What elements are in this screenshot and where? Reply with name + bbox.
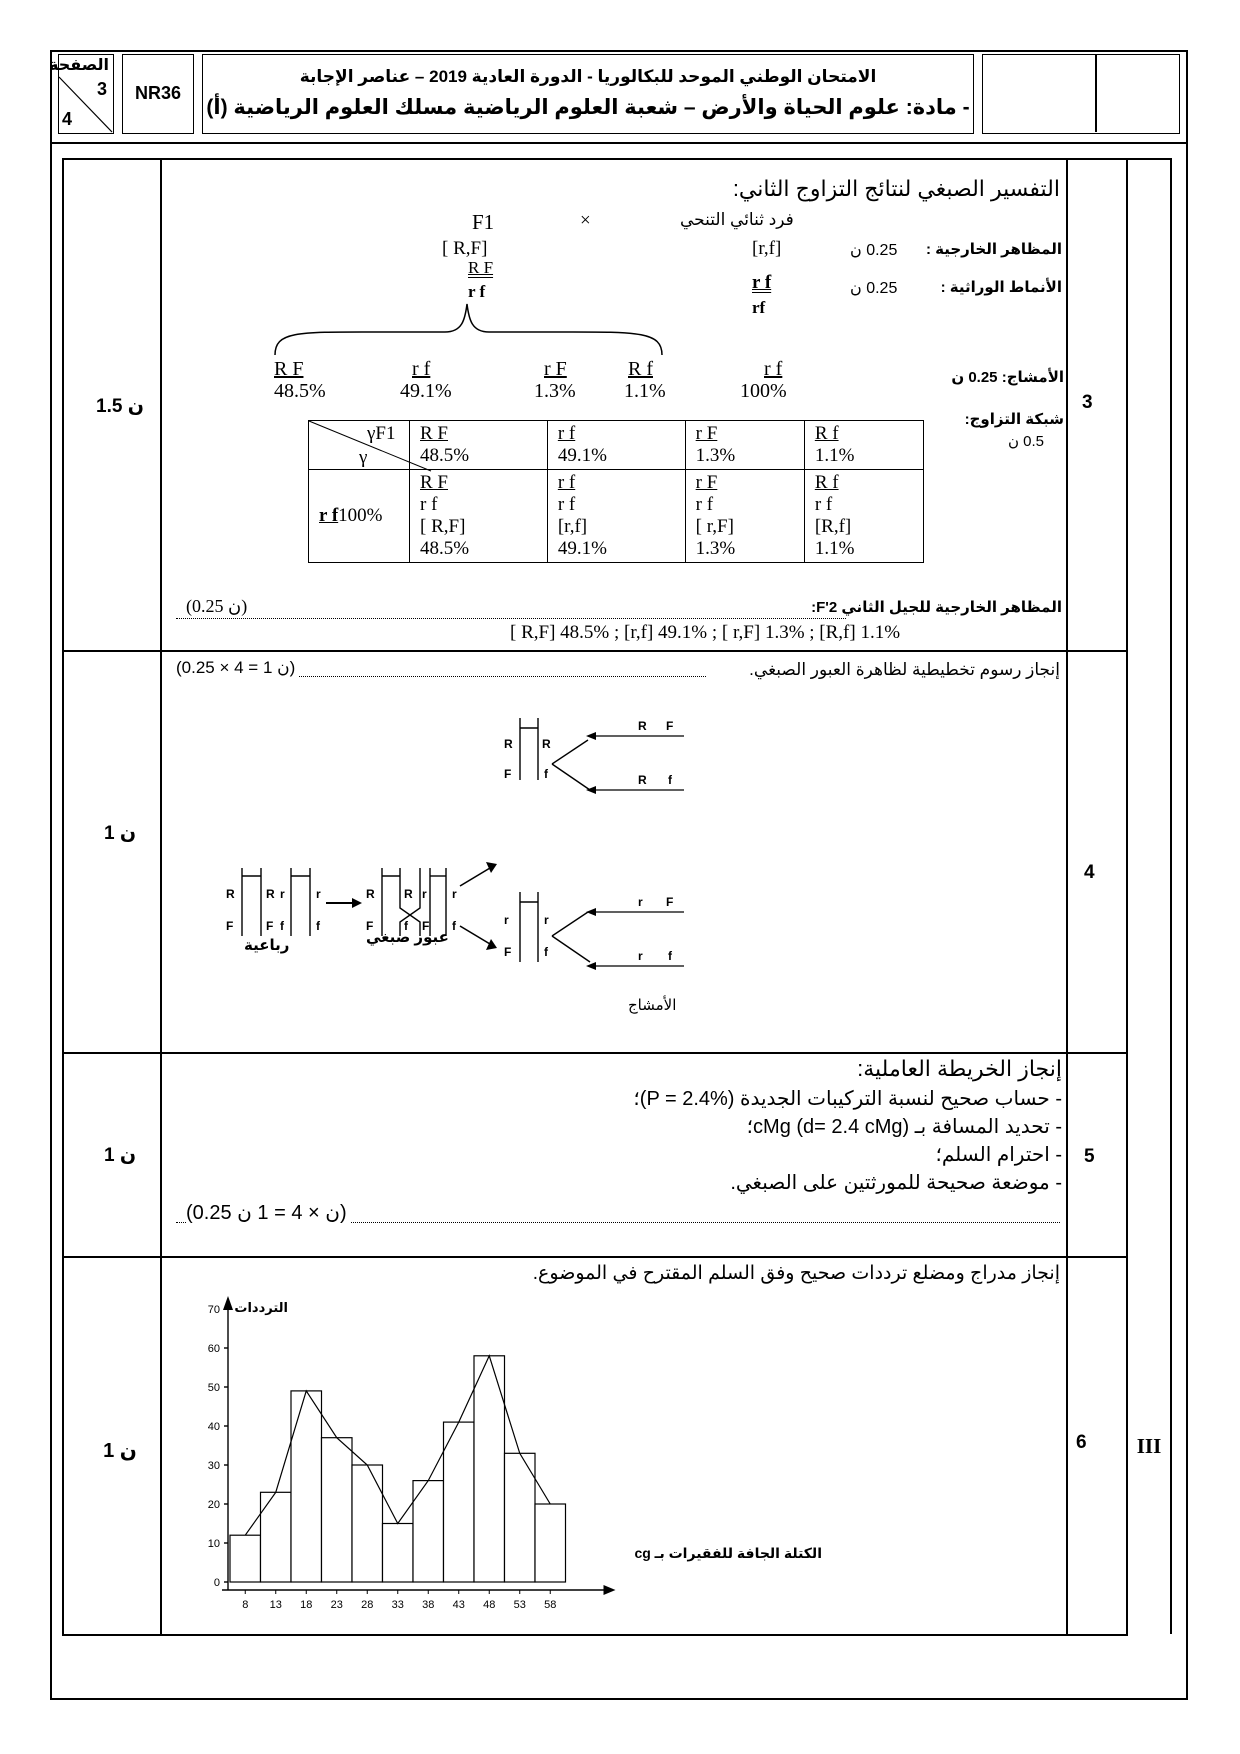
y-tick-label: 60: [207, 1343, 220, 1355]
svg-text:r: r: [544, 913, 549, 927]
q3-f2-dots: [176, 600, 846, 619]
grid-cell-2: r f r f [r,f] 49.1%: [547, 470, 685, 563]
x-tick-label: 53: [513, 1599, 526, 1611]
svg-text:r: r: [316, 887, 321, 901]
q3-f2-result: [ R,F] 48.5% ; [r,f] 49.1% ; [ r,F] 1.3% ; [R,f] 1.1%: [510, 622, 901, 643]
q5-item-3: - احترام السلم؛: [935, 1144, 1062, 1166]
svg-text:F: F: [266, 919, 274, 933]
q3-geno-p2-top: R F: [468, 258, 494, 277]
q5-item-1: - حساب صحيح لنسبة التركيبات الجديدة (P = 2.4%)؛: [633, 1088, 1062, 1110]
svg-text:F: F: [504, 767, 512, 781]
svg-text:r: r: [504, 913, 509, 927]
grid-col-head-3: r F 1.3%: [685, 421, 804, 470]
gamete-f1-1: R F 48.5%: [274, 358, 326, 402]
q3-pheno-p2: [ R,F]: [442, 238, 488, 259]
svg-text:f: f: [280, 919, 284, 933]
x-tick-label: 8: [242, 1599, 249, 1611]
svg-text:f: f: [668, 773, 672, 787]
header-empty-box: [982, 54, 1180, 134]
q6-score: 1 ن: [103, 1440, 137, 1462]
q3-grid-label: شبكة التزاوج:: [964, 411, 1064, 428]
q5-item-4: - موضعة صحيحة للمورثتين على الصبغي.: [730, 1172, 1062, 1194]
q3-pheno-pts: 0.25 ن: [850, 242, 898, 259]
y-tick-label: 20: [207, 1499, 220, 1511]
chart-ylabel: الترددات: [234, 1300, 288, 1315]
svg-text:f: f: [544, 945, 548, 959]
x-tick-label: 33: [391, 1599, 404, 1611]
x-tick-label: 18: [300, 1599, 313, 1611]
svg-text:R: R: [638, 719, 647, 733]
y-tick-label: 10: [207, 1538, 220, 1550]
q6-number: 6: [1076, 1432, 1087, 1453]
chart-xlabel: الكتلة الجافة للفقيرات بـ cg: [634, 1545, 822, 1561]
q3-f2-pts: (0.25 ن): [186, 596, 251, 617]
histogram-bar: [505, 1453, 536, 1582]
label-tetrad: رباعية: [244, 937, 290, 954]
svg-text:R: R: [542, 737, 551, 751]
svg-text:r: r: [638, 949, 643, 963]
histogram-bar: [291, 1391, 322, 1582]
q3-parent2-label: F1: [472, 210, 495, 234]
label-gametes: الأمشاج: [628, 997, 677, 1014]
page-label: الصفحة: [48, 57, 109, 74]
x-tick-label: 23: [330, 1599, 343, 1611]
cross-grid: γF1 γ R F 48.5% r f 49.1% r F 1.3% R f 1.1% r f100% R F r f [ R,F] 48.5% r f r f [r,f] 49.1% r F r f [ r,F] 1.3% R f r f [R,f] 1.1%: [308, 420, 924, 563]
svg-text:F: F: [666, 719, 674, 733]
x-tick-label: 13: [269, 1599, 282, 1611]
x-tick-label: 43: [452, 1599, 465, 1611]
q3-geno-label: الأنماط الوراثية :: [940, 279, 1062, 296]
q3-geno-pts: 0.25 ن: [850, 280, 898, 297]
histogram-bar: [535, 1504, 566, 1582]
q3-f2-label: المظاهر الخارجية للجيل الثاني F'2:: [811, 599, 1062, 616]
svg-text:R: R: [266, 887, 275, 901]
histogram-bar: [322, 1438, 353, 1582]
histogram-bar: [230, 1535, 261, 1582]
svg-text:F: F: [422, 919, 430, 933]
histogram-bar: [383, 1524, 414, 1583]
grid-row-head: r f100%: [309, 470, 410, 563]
svg-text:r: r: [452, 887, 457, 901]
q3-pheno-label: المظاهر الخارجية :: [925, 241, 1062, 258]
x-tick-label: 38: [422, 1599, 435, 1611]
q3-title: التفسير الصبغي لنتائج التزاوج الثاني:: [732, 176, 1060, 201]
y-tick-label: 70: [207, 1304, 220, 1316]
svg-text:r: r: [280, 887, 285, 901]
q3-cross-sign: ×: [580, 210, 591, 231]
grid-cell-1: R F r f [ R,F] 48.5%: [410, 470, 548, 563]
q3-number: 3: [1082, 392, 1093, 413]
q5-score: 1 ن: [103, 1145, 137, 1166]
tetrad: [242, 868, 310, 936]
svg-text:R: R: [226, 887, 235, 901]
title-box: [202, 54, 974, 134]
svg-text:f: f: [404, 919, 408, 933]
header-line2: - مادة: علوم الحياة والأرض – شعبة العلوم الرياضية مسلك العلوم الرياضية (أ): [206, 96, 970, 119]
svg-text:f: f: [316, 919, 320, 933]
gamete-f1-3: r F 1.3%: [534, 358, 576, 402]
q3-score: 1.5 ن: [96, 396, 144, 417]
svg-text:R: R: [638, 773, 647, 787]
histogram-chart: [207, 1290, 850, 1630]
svg-text:F: F: [366, 919, 374, 933]
q3-parent1-label: فرد ثنائي التنحي: [680, 210, 794, 229]
q5-pts: (0.25 ن × 4 = 1 ن): [186, 1200, 351, 1225]
svg-text:r: r: [638, 895, 643, 909]
part-label: III: [1136, 1434, 1162, 1458]
svg-text:F: F: [666, 895, 674, 909]
q3-gametes-label: الأمشاج: 0.25 ن: [951, 369, 1064, 386]
grid-cell-3: r F r f [ r,F] 1.3%: [685, 470, 804, 563]
crossing-over-diagram: [210, 700, 730, 1020]
q4-score: 1 ن: [103, 823, 137, 844]
gamete-p1: r f 100%: [740, 358, 787, 402]
label-crossing: عبور صبغي: [366, 929, 449, 946]
gamete-brace: [270, 300, 670, 360]
histogram-bar: [444, 1422, 475, 1582]
svg-text:R: R: [404, 887, 413, 901]
svg-text:f: f: [544, 767, 548, 781]
histogram-bar: [261, 1492, 292, 1582]
svg-text:r: r: [422, 887, 427, 901]
grid-col-head-1: R F 48.5%: [410, 421, 548, 470]
exam-code: NR36: [134, 83, 182, 103]
x-tick-label: 58: [544, 1599, 557, 1611]
grid-col-head-4: R f 1.1%: [804, 421, 923, 470]
code-box: [122, 54, 194, 134]
header-rule: [50, 142, 1188, 144]
y-tick-label: 30: [207, 1460, 220, 1472]
svg-text:f: f: [452, 919, 456, 933]
page-number-box: [48, 54, 114, 134]
svg-text:F: F: [504, 945, 512, 959]
q3-geno-p1-bot: rf: [752, 298, 766, 317]
x-tick-label: 28: [361, 1599, 374, 1611]
page-num: 3: [96, 79, 107, 99]
grid-col-head-2: r f 49.1%: [547, 421, 685, 470]
gamete-f1-4: R f 1.1%: [624, 358, 666, 402]
y-tick-label: 0: [213, 1577, 220, 1589]
svg-text:f: f: [668, 949, 672, 963]
svg-text:R: R: [366, 887, 375, 901]
grid-cell-4: R f r f [R,f] 1.1%: [804, 470, 923, 563]
q5-item-2: - تحديد المسافة بـ cMg (d= 2.4 cMg)؛: [746, 1116, 1062, 1138]
q3-geno-p2-bot: r f: [468, 282, 486, 301]
q4-number: 4: [1084, 862, 1095, 883]
gamete-f1-2: r f 49.1%: [400, 358, 452, 402]
y-tick-label: 50: [207, 1382, 220, 1394]
x-tick-label: 48: [483, 1599, 496, 1611]
page-total: 4: [62, 109, 73, 129]
header-line1: الامتحان الوطني الموحد للبكالوريا - الدورة العادية 2019 – عناصر الإجابة: [299, 67, 877, 86]
q3-pheno-p1: [r,f]: [752, 238, 782, 259]
q4-title: إنجاز رسوم تخطيطية لظاهرة العبور الصبغي.: [749, 660, 1060, 679]
q3-geno-p1-top: r f: [752, 272, 772, 293]
svg-text:F: F: [226, 919, 234, 933]
q6-title: إنجاز مدراج ومضلع ترددات صحيح وفق السلم المقترح في الموضوع.: [532, 1263, 1060, 1284]
q5-title: إنجاز الخريطة العاملية:: [857, 1056, 1062, 1081]
q3-grid-pts: 0.5 ن: [1007, 433, 1044, 450]
q5-number: 5: [1084, 1146, 1095, 1167]
q4-pts: (0.25 × 4 = 1 ن): [176, 658, 299, 678]
y-tick-label: 40: [207, 1421, 220, 1433]
svg-text:R: R: [504, 737, 513, 751]
histogram-bar: [352, 1465, 383, 1582]
